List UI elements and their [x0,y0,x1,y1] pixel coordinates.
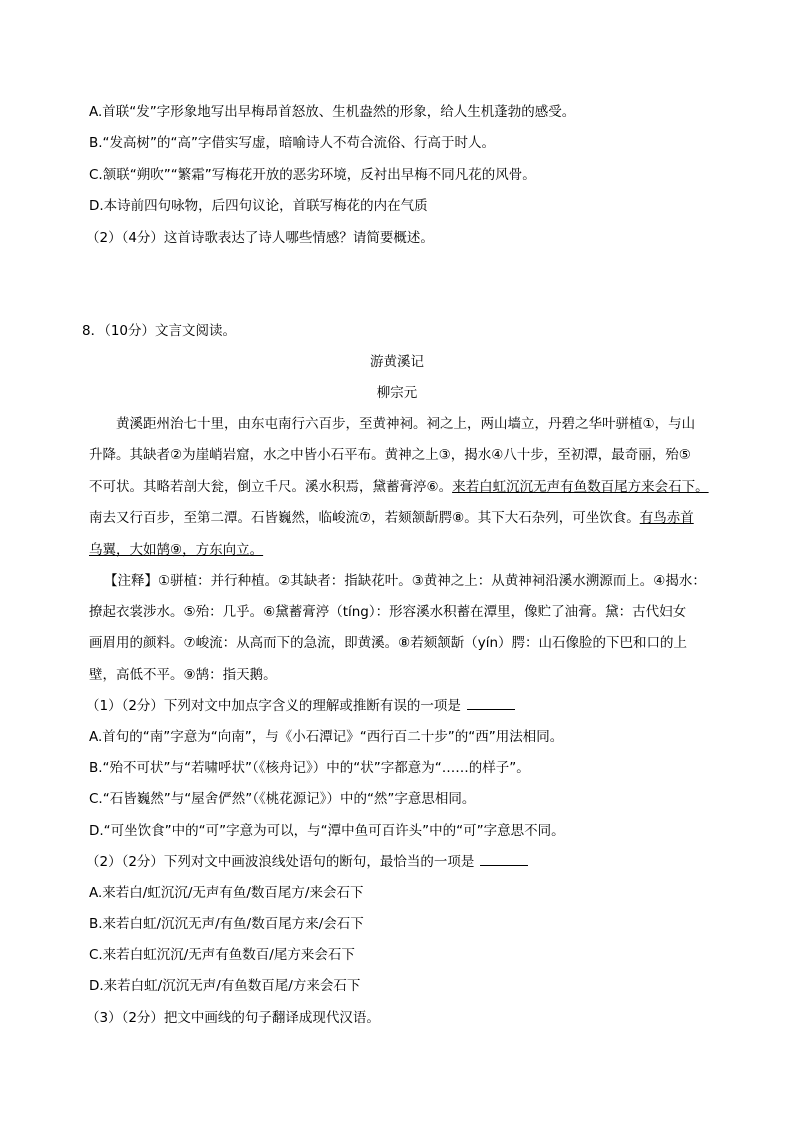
q8-2-option-c: C.来若白虹沉沉/无声有鱼数百/尾方来会石下 [89,947,355,963]
passage-line: 黄溪距州治七十里，由东屯南行六百步，至黄神祠。祠之上，两山墙立，丹碧之华叶骈植①，与山 [116,416,696,432]
underlined-sentence: 乌翼，大如鹄⑨，方东向立。 [89,542,264,558]
notes-line: 画眉用的颜料。⑦峻流：从高而下的急流，即黄溪。⑧若颏颔龂（yín）腭：山石像脸的下巴和口的上 [89,635,687,651]
q8-2-option-b: B.来若白虹/沉沉无声/有鱼/数百尾方来/会石下 [89,916,364,932]
notes-line: 撩起衣裳涉水。⑤殆：几乎。⑥黛蓄膏渟（tíng）：形容溪水积蓄在潭里，像贮了油膏。黛：古代妇女 [89,604,687,620]
passage-text: 不可状。其略若剖大瓮，倒立千尺。溪水积焉，黛蓄膏渟⑥。 [89,479,453,495]
wavy-line-sentence: 来若白虹沉沉无声有鱼数百尾方来会石下。 [452,479,709,495]
answer-blank[interactable] [480,853,528,866]
passage-line: 升降。其缺者②为崖峭岩窟，水之中皆小石平布。黄神之上③，揭水④八十步，至初潭，最奇丽，殆⑤ [89,447,691,463]
q7-option-b: B.“发高树”的“高”字借实写虚，暗喻诗人不苟合流俗、行高于时人。 [89,135,496,151]
underlined-sentence: 有鸟赤首 [639,510,694,526]
passage-author: 柳宗元 [376,385,418,401]
passage-line [89,509,694,527]
q7-option-d: D.本诗前四句咏物，后四句议论，首联写梅花的内在气质 [89,198,428,214]
q8-1-option-d: D.“可坐饮食”中的“可”字意为可以，与“潭中鱼可百许头”中的“可”字意思不同。 [89,823,565,839]
answer-blank[interactable] [467,697,515,710]
notes-line: 壁，高低不平。⑨鹄：指天鹅。 [89,667,277,683]
q8-2-option-a: A.来若白/虹沉沉/无声有鱼/数百尾方/来会石下 [89,885,364,901]
q8-1-option-c: C.“石皆巍然”与“屋舍俨然”（《桃花源记》）中的“然”字意思相同。 [89,791,476,807]
subquestion-stem: （1）（2分）下列对文中加点字含义的理解或推断有误的一项是 [86,698,461,714]
q8-subquestion-3: （3）（2分）把文中画线的句子翻译成现代汉语。 [86,1010,380,1026]
passage-title: 游黄溪记 [370,354,424,370]
notes-line: 【注释】①骈植：并行种植。②其缺者：指缺花叶。③黄神之上：从黄神祠沿溪水溯源而上。④揭水： [104,573,706,589]
q7-option-a: A.首联“发”字形象地写出早梅昂首怒放、生机盎然的形象，给人生机蓬勃的感受。 [89,104,576,120]
q7-option-c: C.颔联“朔吹”“繁霜”写梅花开放的恶劣环境，反衬出早梅不同凡花的风骨。 [89,167,536,183]
q8-1-option-b: B.“殆不可状”与“若啸呼状”（《核舟记》）中的“状”字都意为“……的样子”。 [89,760,530,776]
subquestion-stem: （2）（2分）下列对文中画波浪线处语句的断句，最恰当的一项是 [86,854,475,870]
passage-text: 南去又行百步，至第二潭。石皆巍然，临峻流⑦，若颏颔龂腭⑧。其下大石杂列，可坐饮食。 [89,510,640,526]
passage-line [89,478,709,496]
q8-subquestion-1 [86,697,515,715]
q8-header: 8．（10分）文言文阅读。 [82,323,237,339]
q8-subquestion-2 [86,853,528,871]
q7-subquestion-2: （2）（4分）这首诗歌表达了诗人哪些情感？请简要概述。 [86,230,434,246]
q8-2-option-d: D.来若白虹/沉沉无声/有鱼数百尾/方来会石下 [89,978,361,994]
q8-1-option-a: A.首句的“南”字意为“向南”，与《小石潭记》“西行百二十步”的“西”用法相同。 [89,729,564,745]
